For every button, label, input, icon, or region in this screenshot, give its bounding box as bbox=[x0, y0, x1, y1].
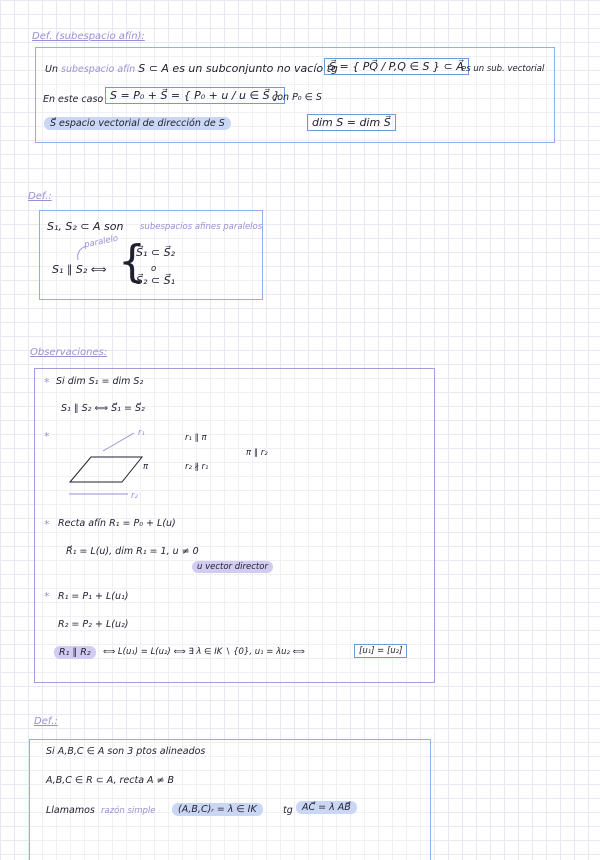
def2-or: o bbox=[151, 264, 157, 274]
def2-heading: Def.: bbox=[28, 191, 52, 202]
def1-direction-set-box: S⃗ = { PQ⃗ / P,Q ∈ S } ⊂ A⃗ bbox=[324, 58, 469, 75]
def3-vector-highlight: AC⃗ = λ AB⃗ bbox=[296, 801, 357, 814]
obs-1-a: Si dim S₁ = dim S₂ bbox=[56, 376, 144, 387]
obs-bullet-1: * bbox=[44, 376, 50, 389]
obs-bullet-4: * bbox=[44, 590, 50, 603]
def3-line3-a: Llamamos bbox=[46, 805, 95, 816]
def1-line1-a: Un bbox=[45, 64, 58, 75]
obs-heading: Observaciones: bbox=[30, 347, 108, 358]
def1-line1 bbox=[45, 62, 338, 75]
def3-simple-ratio-highlight: (A,B,C)ᵣ = λ ∈ IK bbox=[172, 803, 263, 816]
def2-term: subespacios afines paralelos bbox=[140, 222, 263, 232]
def1-line1-c: es un sub. vectorial bbox=[461, 64, 545, 74]
obs-4-c: ⟺ L(u₁) = L(u₂) ⟺ ∃ λ ∈ IK ∖ {0}, u₁ = λu₂ ⟺ bbox=[103, 647, 305, 657]
def2-line2-a: S₁ ∥ S₂ ⟺ bbox=[52, 263, 107, 276]
sketch-label-r2: r₂ bbox=[131, 491, 138, 501]
sketch-label-r1: r₁ bbox=[138, 428, 145, 438]
obs-1-b: S₁ ∥ S₂ ⟺ S⃗₁ = S⃗₂ bbox=[61, 403, 145, 414]
def1-line2-a: En este caso bbox=[43, 94, 104, 105]
def2-line2-b: S⃗₁ ⊂ S⃗₂ bbox=[136, 246, 175, 259]
def3-line2: A,B,C ∈ R ⊂ A, recta A ≠ B bbox=[46, 775, 175, 786]
obs-bullet-3: * bbox=[44, 518, 50, 531]
def3-line1: Si A,B,C ∈ A son 3 ptos alineados bbox=[46, 746, 206, 757]
obs-4-a: R₁ = P₁ + L(u₁) bbox=[58, 591, 129, 602]
def1-heading: Def. (subespacio afín): bbox=[32, 31, 145, 42]
obs-2-a: r₁ ∥ π bbox=[185, 433, 207, 443]
def2-line1-a: S₁, S₂ ⊂ A son bbox=[47, 220, 124, 233]
def1-line2-b: con P₀ ∈ S bbox=[272, 92, 322, 103]
def1-direction-highlight: S⃗ espacio vectorial de dirección de S bbox=[44, 117, 231, 130]
def3-term: razón simple bbox=[101, 806, 156, 816]
def2-line2-c: S⃗₂ ⊂ S⃗₁ bbox=[136, 274, 175, 287]
obs-2-c: π ∥ r₂ bbox=[246, 448, 268, 458]
obs-4-b: R₂ = P₂ + L(u₂) bbox=[58, 619, 129, 630]
obs-sketch bbox=[0, 0, 1, 1]
def3-heading: Def.: bbox=[34, 716, 58, 727]
obs-bullet-2: * bbox=[44, 430, 50, 443]
def2-note: paralelo bbox=[83, 233, 120, 251]
def1-term: subespacio afín bbox=[61, 64, 136, 75]
def1-affine-set-box: S = P₀ + S⃗ = { P₀ + u / u ∈ S⃗ } bbox=[105, 87, 285, 104]
def1-dim-box: dim S = dim S⃗ bbox=[307, 114, 396, 131]
def3-box bbox=[29, 739, 431, 860]
def3-line3-b: tg bbox=[283, 805, 293, 816]
obs-3-director-highlight: u vector director bbox=[192, 561, 273, 573]
obs-4-class-box: [u₁] = [u₂] bbox=[354, 644, 407, 658]
def2-brace: { bbox=[118, 236, 146, 287]
obs-3-b: R⃗₁ = L(u), dim R₁ = 1, u ≠ 0 bbox=[66, 546, 199, 557]
sketch-label-pi: π bbox=[143, 462, 149, 472]
obs-4-parallel-highlight: R₁ ∥ R₂ bbox=[54, 646, 96, 659]
obs-2-b: r₂ ∦ r₁ bbox=[185, 462, 209, 472]
def1-line1-b: S ⊂ A es un subconjunto no vacío tg bbox=[138, 62, 338, 75]
obs-3-a: Recta afín R₁ = P₀ + L(u) bbox=[58, 518, 176, 529]
